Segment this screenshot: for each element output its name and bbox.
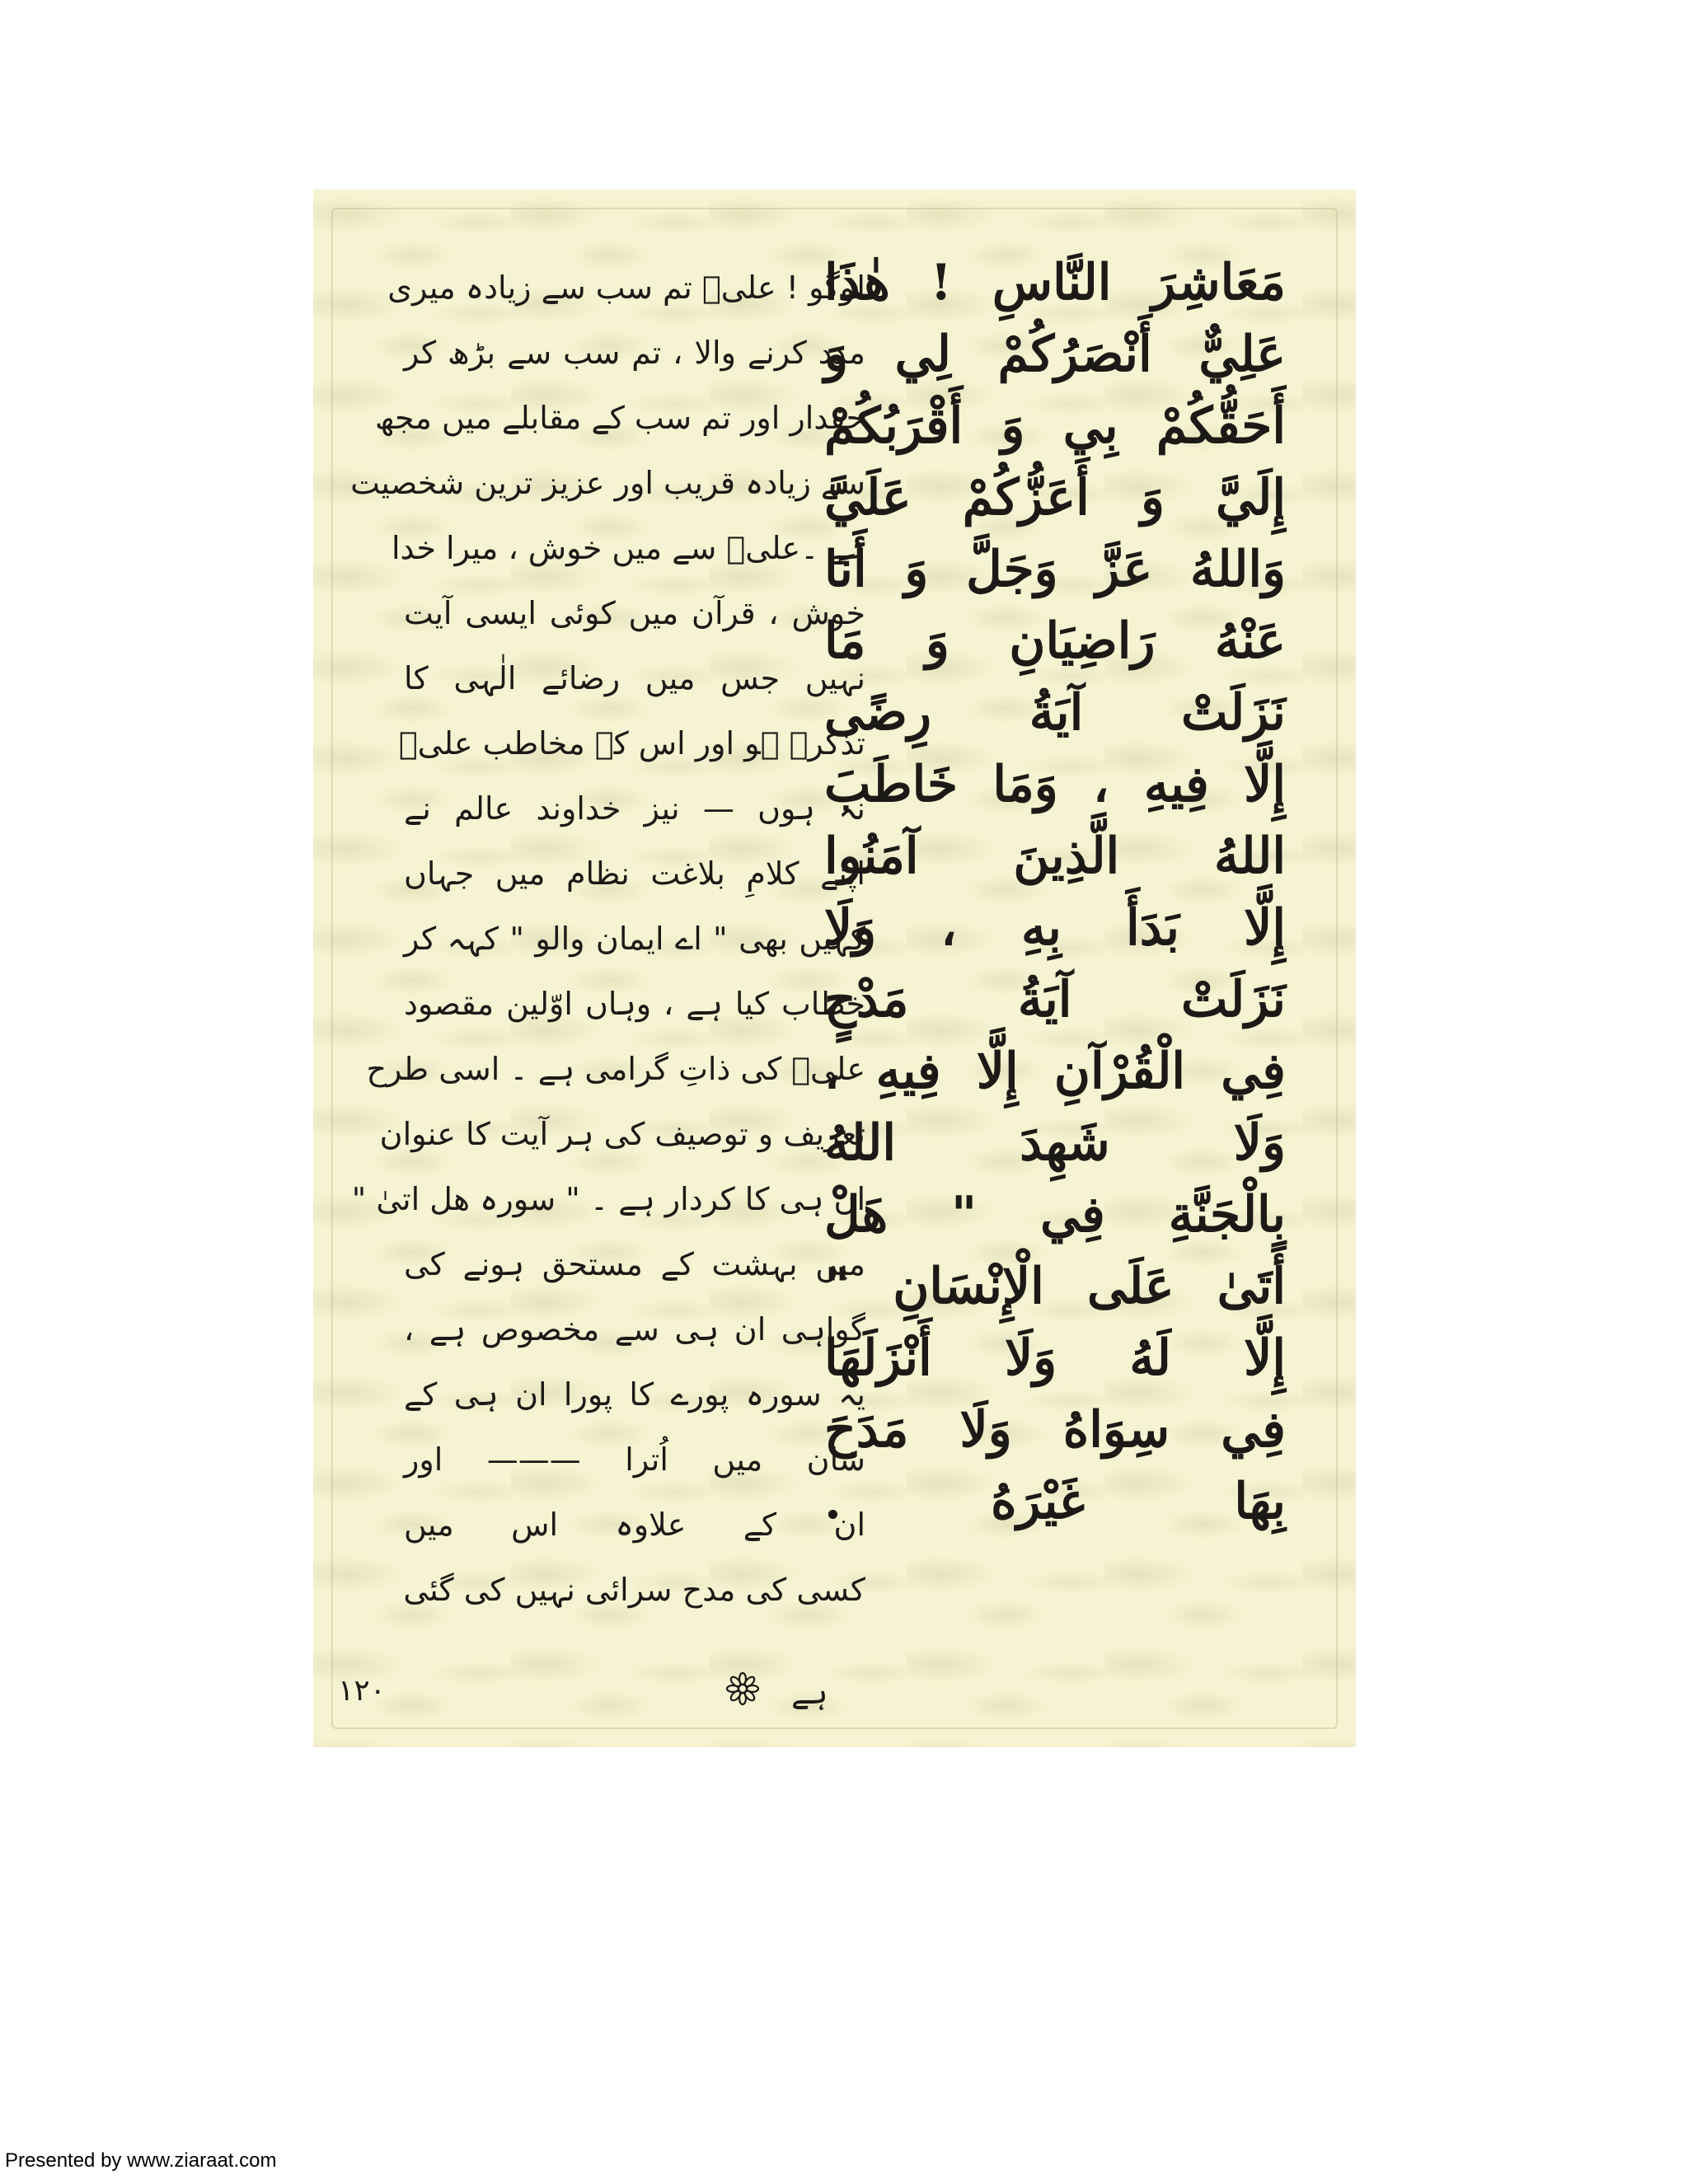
arabic-line: إِلَّا لَهُ وَلَا أَنْزَلَهَا — [824, 1329, 1286, 1387]
urdu-line: نہیں جس میں رضائے الٰہی کا — [404, 660, 865, 696]
urdu-line: تعریف و توصیف کی ہر آیت کا عنوان — [379, 1116, 865, 1152]
urdu-line: یہ سورہ پورے کا پورا ان ہی کے — [404, 1376, 865, 1413]
arabic-line: عَلِيٌّ أَنْصَرُكُمْ لِي وَ — [824, 326, 1286, 383]
urdu-line: ان کے علاوہ اس میں — [404, 1507, 865, 1543]
urdu-line: علیؑ کی ذاتِ گرامی ہے ۔ اسی طرح — [366, 1051, 865, 1087]
urdu-line: لوگو ! علیؑ تم سب سے زیادہ میری — [387, 269, 865, 306]
arabic-line: عَنْهُ رَاضِيَانِ وَ مَا — [824, 612, 1286, 670]
urdu-line: میں بہشت کے مستحق ہونے کی — [404, 1246, 865, 1282]
arabic-line: بِهَا غَيْرَهُ . — [824, 1473, 1286, 1530]
arabic-line: نَزَلَتْ آيَةُ مَدْحٍ — [824, 971, 1286, 1029]
urdu-translation-column — [350, 255, 865, 1623]
arabic-text-column — [824, 247, 1286, 1538]
arabic-line: فِي الْقُرْآنِ إِلَّا فِيهِ ، — [824, 1043, 1286, 1100]
arabic-line: مَعَاشِرَ النَّاسِ ! هٰذَا — [824, 254, 1286, 312]
urdu-line: ہے ۔علیؑ سے میں خوش ، میرا خدا — [391, 530, 865, 566]
urdu-line: اپنے کلامِ بلاغت نظام میں جہاں — [404, 855, 865, 892]
urdu-line: گواہی ان ہی سے مخصوص ہے ، — [404, 1311, 865, 1347]
footer-credit: Presented by www.ziaraat.com — [5, 2149, 277, 2172]
urdu-line: تذکرہ ہو اور اس کے مخاطب علیؑ — [398, 725, 865, 762]
urdu-line: کسی کی مدح سرائی نہیں کی گئی — [403, 1572, 865, 1608]
arabic-line: إِلَيَّ وَ أَعَزُّكُمْ عَلَيَّ — [824, 469, 1286, 527]
arabic-line: إِلَّا فِيهِ ، وَمَا خَاطَبَ — [824, 756, 1286, 813]
arabic-line: إِلَّا بَدَأَ بِهِ ، وَلَا — [824, 899, 1286, 957]
urdu-line: سے زیادہ قریب اور عزیز ترین شخصیت — [350, 465, 865, 501]
arabic-line: نَزَلَتْ آيَةُ رِضًى — [824, 684, 1286, 742]
urdu-line: شان میں اُترا ——— اور — [404, 1441, 865, 1478]
urdu-final-word: ہے — [791, 1675, 828, 1711]
urdu-line: خطاب کیا ہے ، وہاں اوّلین مقصود — [404, 986, 865, 1022]
arabic-line: وَاللهُ عَزَّ وَجَلَّ وَ أَنَا — [824, 541, 1286, 598]
arabic-line: أَتَىٰ عَلَى الْإِنْسَانِ " — [824, 1258, 1286, 1315]
arabic-line: بِالْجَنَّةِ فِي " هَلْ — [824, 1186, 1286, 1244]
flower-ornament-icon — [725, 1671, 760, 1706]
urdu-line: کہیں بھی " اے ایمان والو " کہہ کر — [404, 921, 865, 957]
page-number: ۱۲۰ — [338, 1674, 387, 1708]
scanned-page — [313, 190, 1356, 1747]
urdu-line: ان ہی کا کردار ہے ۔ " سورہ ھل اتیٰ " — [351, 1181, 865, 1217]
urdu-line: خوش ، قرآن میں کوئی ایسی آیت — [404, 595, 865, 631]
arabic-line: وَلَا شَهِدَ اللهُ — [824, 1114, 1286, 1172]
arabic-line: أَحَقُّكُمْ بِي وَ أَقْرَبُكُمْ — [824, 397, 1286, 455]
urdu-line: نہ ہوں — نیز خداوند عالم نے — [404, 790, 865, 827]
arabic-line: اللهُ الَّذِينَ آمَنُوا — [824, 827, 1286, 885]
urdu-line: مدد کرنے والا ، تم سب سے بڑھ کر — [404, 335, 865, 371]
arabic-line: فِي سِوَاهُ وَلَا مَدَحَ — [824, 1401, 1286, 1459]
urdu-line: حقدار اور تم سب کے مقابلے میں مجھ — [375, 400, 865, 436]
